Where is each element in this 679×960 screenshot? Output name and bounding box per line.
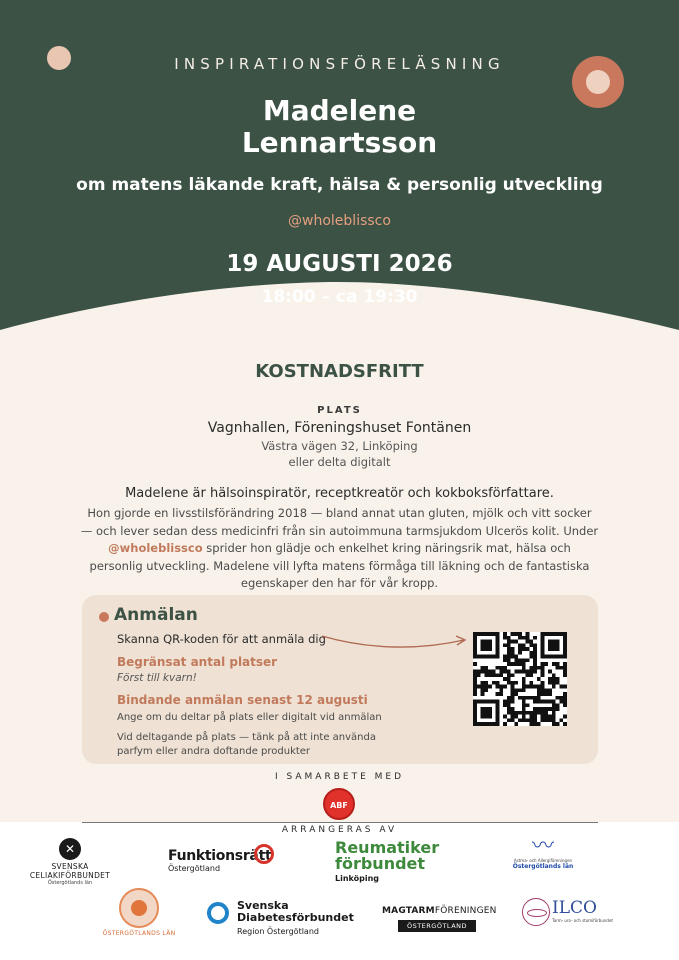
reumatiker-region: Linköping	[335, 874, 380, 883]
event-time: 18:00 – ca 19:30	[261, 287, 418, 307]
blue-circle-icon	[207, 902, 229, 924]
speaker-name	[0, 95, 679, 159]
speaker-last-name: Lennartsson	[241, 126, 438, 159]
speaker-first-name: Madelene	[262, 94, 417, 127]
magtarm-name-rest: FÖRENINGEN	[434, 906, 497, 916]
bio-text	[80, 505, 599, 593]
fragrance-note: Vid deltagande på plats — tänk på att inte använda parfym eller andra doftande produkter	[117, 732, 376, 757]
diabetes-name: Svenska Diabetesförbundet	[237, 899, 354, 924]
registration-bullet-icon	[99, 612, 109, 622]
ring-icon	[254, 844, 274, 864]
reumatiker-logo	[335, 840, 445, 883]
registration-title: Anmälan	[114, 605, 198, 625]
instagram-handle: @wholeblissco	[288, 213, 391, 229]
divider	[82, 822, 598, 823]
attendance-note: Ange om du deltar på plats eller digitalt vid anmälan	[117, 712, 382, 723]
bio-part1: Hon gjorde en livsstilsförändring 2018 — bland annat utan gluten, mjölk och vitt socker — och lever sedan dess medicinfri från sin autoimmuna tarmsjukdom Ulcerös kolit. Under	[80, 506, 599, 538]
diabetes-region: Region Östergötland	[237, 927, 319, 936]
swallow-icon: 〰	[531, 834, 554, 859]
funktionsratt-logo	[168, 848, 288, 873]
ilco-logo	[522, 898, 622, 923]
arrow-icon	[320, 630, 470, 654]
funktionsratt-region: Östergötland	[168, 864, 221, 873]
organizers-label: ARRANGERAS AV	[281, 825, 398, 835]
reumatiker-name: Reumatiker förbundet	[335, 838, 440, 873]
skoldkortel-logo	[100, 888, 178, 937]
venue-address: Västra vägen 32, Linköping	[261, 439, 418, 453]
astma-name: Astma- och Allergiföreningen	[513, 858, 573, 863]
celiaki-region: Östergötlands län	[47, 880, 93, 886]
collaboration-label: I SAMARBETE MED	[274, 772, 404, 782]
qr-code-icon[interactable]	[473, 632, 567, 726]
magtarm-logo	[382, 906, 497, 932]
bio-part2: sprider hon glädje och enkelhet kring näringsrik mat, hälsa och personlig utveckling. Madelene vill lyfta matens förmåga till läkning och de fantastiska egenskaper den har för vår kropp.	[89, 541, 590, 590]
magtarm-region: ÖSTERGÖTLAND	[398, 920, 476, 932]
skoldkortel-region: ÖSTERGÖTLANDS LÄN	[102, 930, 176, 937]
astma-allergi-logo	[503, 836, 583, 870]
funktionsratt-name: Funktionsrätt	[168, 848, 272, 864]
butterfly-seal-icon	[119, 888, 159, 928]
location-label: PLATS	[317, 405, 362, 416]
celiaki-logo	[20, 838, 120, 886]
venue-name: Vagnhallen, Föreningshuset Fontänen	[207, 420, 472, 436]
registration-deadline: Bindande anmälan senast 12 augusti	[117, 693, 368, 707]
digital-option: eller delta digitalt	[288, 455, 391, 469]
event-date: 19 AUGUSTI 2026	[226, 251, 453, 277]
astma-region: Östergötlands län	[512, 863, 574, 870]
qr-code-pattern	[473, 632, 567, 726]
ilco-name: ILCO	[552, 898, 597, 918]
abf-logo: ABF	[323, 788, 355, 820]
diabetes-logo	[207, 900, 357, 936]
price-label: KOSTNADSFRITT	[255, 361, 424, 382]
atom-icon	[522, 898, 550, 926]
ilco-subtitle: Tarm- uro- och stomiförbundet	[552, 918, 613, 923]
cutlery-icon: ✕	[59, 838, 81, 860]
magtarm-name	[382, 906, 497, 916]
scan-instruction: Skanna QR-koden för att anmäla dig	[117, 632, 326, 646]
celiaki-name: SVENSKA CELIAKIFÖRBUNDET	[29, 862, 111, 880]
limited-seats: Begränsat antal platser	[117, 655, 278, 669]
bio-handle: @wholeblissco	[108, 541, 203, 555]
bio-lead: Madelene är hälsoinspiratör, receptkreatör och kokboksförfattare.	[125, 486, 554, 501]
first-come-note: Först till kvarn!	[117, 672, 197, 684]
event-subtitle: om matens läkande kraft, hälsa & personlig utveckling	[76, 175, 603, 195]
event-kicker: INSPIRATIONSFÖRELÄSNING	[174, 55, 505, 73]
magtarm-name-bold: MAGTARM	[382, 906, 435, 916]
